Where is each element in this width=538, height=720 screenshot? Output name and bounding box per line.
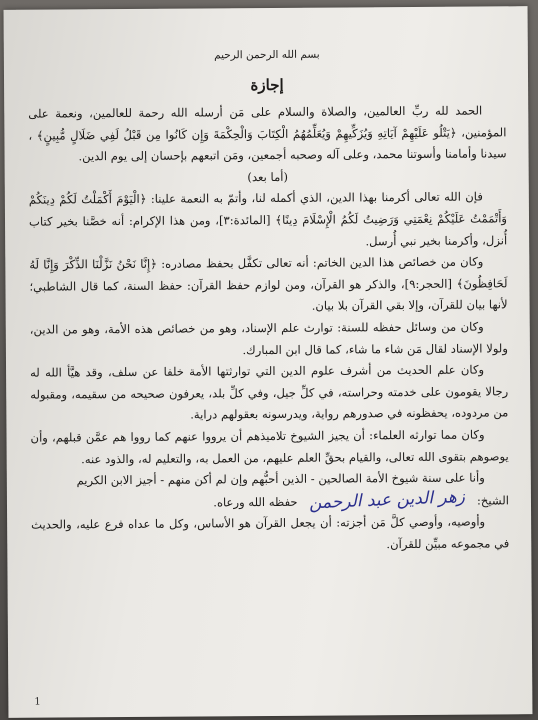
paragraph-ijaza-tradition: وكان مما توارثه العلماء: أن يجيز الشيوخ تلاميذهم أن يرووا عنهم كما رووا هم عمَّن قبلهم، وأن يوصوهم بتقوى الله تعالى، والقيام بحقِّ العلم عليهم، من العمل به، والتعليم له، والذود عنه. <box>30 427 509 466</box>
document-body <box>28 44 510 558</box>
paragraph-isnad: وكان من وسائل حفظه للسنة: توارث علم الإسناد، وهو من خصائص هذه الأمة، وهو من الدين، ولولا الإسناد لقال مَن شاء ما شاء، كما قال ابن المبارك. <box>29 319 508 357</box>
handwritten-name: زهر الدين عبد الرحمن <box>308 486 466 514</box>
sheikh-line <box>31 486 510 515</box>
paragraph-advice: وأوصيه، وأوصي كلَّ مَن أجزته: أن يجعل القرآن هو الأساس، وكل ما عداه فرع عليه، والحديث في مجموعه مبيِّن للقرآن. <box>31 514 510 552</box>
paragraph-hadith: وكان علم الحديث من أشرف علوم الدين التي توارثتها الأمة خلفا عن سلف، وقد هيَّأ الله له رجالا يقومون على خدمته وحراسته، في كلِّ جيل، وفي كلِّ بلد، يعرفون صحيحه من سقيمه، ومقبوله من مردوده، يحفظونه في صدورهم رواية، ويدرسونه بعقولهم دراية. <box>30 362 509 422</box>
page-number: 1 <box>34 696 41 708</box>
sheikh-suffix: حفظه الله ورعاه. <box>213 494 298 510</box>
paragraph-religion: فإن الله تعالى أكرمنا بهذا الدين، الذي أكمله لنا، وأتمّ به النعمة علينا: ﴿الْيَوْمَ أَكْمَلْتُ لَكُمْ دِينَكُمْ وَأَتْمَمْتُ عَلَيْكُمْ نِعْمَتِي وَرَضِيتُ لَكُمُ الْإِسْلَامَ دِينًا﴾ [المائدة:٣]، ومن هذا الإكرام: أنه خصَّنا بخير كتاب أُنزل، وأكرمنا بخير نبي أُرسل. <box>28 189 508 248</box>
document-title: إجازة <box>250 75 284 95</box>
paragraph-intro: الحمد لله ربِّ العالمين، والصلاة والسلام على مَن أرسله الله رحمة للعالمين، ونعمة على المؤمنين، ﴿يَتْلُو عَلَيْهِمْ آيَاتِهِ وَيُزَكِّيهِمْ وَيُعَلِّمُهُمُ الْكِتَابَ وَالْحِكْمَةَ وَإِن كَانُوا مِن قَبْلُ لَفِي ضَلَالٍ مُّبِينٍ﴾ ، سيدنا وأمامنا وأسوتنا محمد، وعلى آله وصحبه أجمعين، ومَن اتبعهم بإحسان إلى يوم الدين. <box>28 103 507 164</box>
basmala: بسم الله الرحمن الرحيم <box>214 48 320 62</box>
amma-baad: (أما بعد) <box>247 169 289 184</box>
document-page <box>4 6 533 718</box>
paragraph-preservation: وكان من خصائص هذا الدين الخاتم: أنه تعالى تكفَّل بحفظ مصادره: ﴿إِنَّا نَحْنُ نَزَّلْنَا الذِّكْرَ وَإِنَّا لَهُ لَحَافِظُونَ﴾ [الحجر:٩]، والذكر هو القرآن، ومن لوازم حفظ القرآن: حفظ السنة، كما قال الشاطبي؛ لأنها بيان للقرآن، وإلا بقي القرآن بلا بيان. <box>29 254 508 314</box>
sheikh-label: الشيخ: <box>476 493 510 508</box>
paragraph-grant: وأنا على سنة شيوخ الأمة الصالحين - الذين أحبُّهم وإن لم أكن منهم - أجيز الابن الكريم <box>76 470 485 488</box>
